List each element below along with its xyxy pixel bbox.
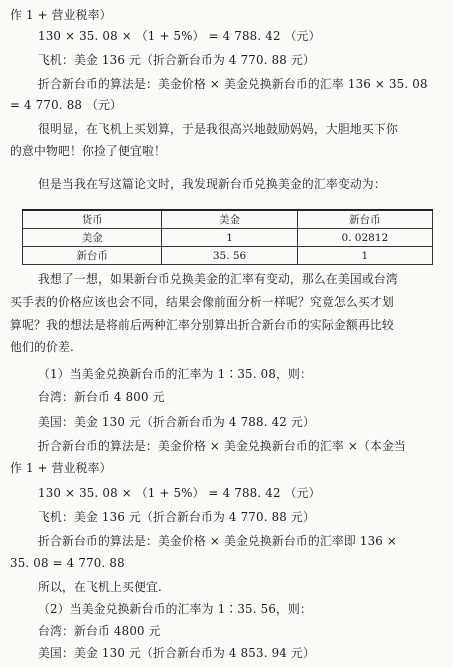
text-line: = 4 770. 88 （元） [10,98,123,112]
text-line: 作 1 + 营业税率） [10,461,112,475]
text-line: 飞机：美金 136 元（折合新台币为 4 770. 88 元） [38,53,315,67]
text-line: 折合新台币的算法是：美金价格 × 美金兑换新台币的汇率 ×（本金当 [38,439,406,453]
text-line: 美国：美金 130 元（折合新台币为 4 853. 94 元） [38,646,315,660]
table-cell: 美金 [23,229,162,247]
text-line: 买手表的价格应该也会不同，结果会像前面分析一样呢？究竟怎么买才划 [10,295,394,309]
text-line: 算呢？我的想法是将前后两种汇率分别算出折合新台币的实际金额再比较 [10,318,394,332]
text-line: 台湾：新台币 4800 元 [38,624,161,638]
text-line: 他们的价差. [10,340,74,354]
text-line: （2）当美金兑换新台币的汇率为 1∶35. 56，则： [38,602,313,616]
table-cell: 35. 56 [162,247,297,265]
table-cell: 1 [297,247,432,265]
text-line: 所以，在飞机上买便宜. [38,580,162,594]
table-cell: 1 [162,229,297,247]
formula-line: 130 × 35. 08 × （1 + 5%） = 4 788. 42 （元） [38,486,321,500]
table-row [23,229,433,247]
table-cell: 0. 02812 [297,229,432,247]
text-line: 台湾：新台币 4 800 元 [38,390,165,404]
text-line: 美国：美金 130 元（折合新台币为 4 788. 42 元） [38,415,315,429]
text-line: （1）当美金兑换新台币的汇率为 1∶35. 08，则： [38,367,313,381]
text-line: 的意中物吧！你捡了便宜啦！ [10,144,166,158]
table-cell: 新台币 [23,247,162,265]
text-line: 35. 08 = 4 770. 88 [10,556,125,570]
exchange-rate-table [22,209,433,265]
text-line: 飞机：美金 136 元（折合新台币为 4 770. 88 元） [38,510,315,524]
text-line: 折合新台币的算法是：美金价格 × 美金兑换新台币的汇率 136 × 35. 08 [38,77,428,91]
formula-line: 130 × 35. 08 × （1 + 5%） = 4 788. 42 （元） [38,29,321,43]
text-line: 折合新台币的算法是：美金价格 × 美金兑换新台币的汇率即 136 × [38,534,398,548]
table-header-row [23,210,433,229]
table-header-cell: 货币 [23,210,162,229]
text-line: 作 1 + 营业税率） [10,8,112,22]
text-line: 我想了一想，如果新台币兑换美金的汇率有变动，那么在美国或台湾 [38,272,398,286]
text-line: 很明显，在飞机上买划算，于是我很高兴地鼓励妈妈，大胆地买下你 [38,122,398,136]
table-row [23,247,433,265]
table-header-cell: 新台币 [297,210,432,229]
text-line: 但是当我在写这篇论文时，我发现新台币兑换美金的汇率变动为： [38,177,386,191]
table-header-cell: 美金 [162,210,297,229]
